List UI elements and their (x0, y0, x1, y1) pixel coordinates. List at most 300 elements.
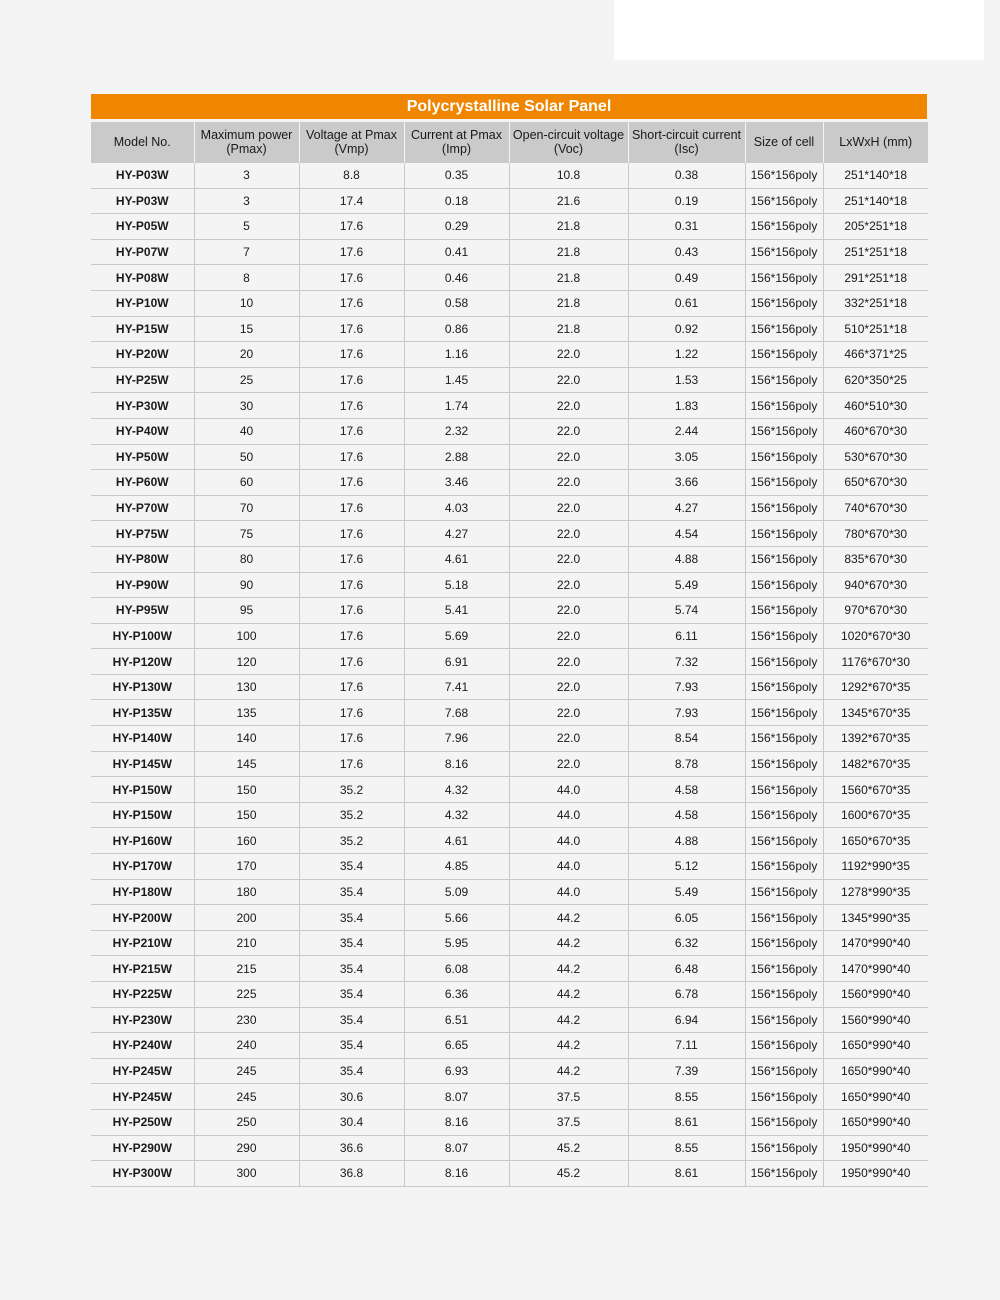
cell-maximum-power: 300 (194, 1161, 299, 1187)
cell-maximum-power: 10 (194, 290, 299, 316)
cell-dimensions: 510*251*18 (823, 316, 928, 342)
cell-maximum-power: 160 (194, 828, 299, 854)
cell-model-no: HY-P215W (91, 956, 194, 982)
cell-voltage-at-pmax: 35.4 (299, 982, 404, 1008)
cell-open-circuit-voltage: 22.0 (509, 751, 628, 777)
cell-voltage-at-pmax: 17.6 (299, 546, 404, 572)
cell-dimensions: 1345*670*35 (823, 700, 928, 726)
cell-size-of-cell: 156*156poly (745, 1135, 823, 1161)
table-row (91, 854, 928, 880)
cell-open-circuit-voltage: 44.2 (509, 1033, 628, 1059)
table-row (91, 316, 928, 342)
cell-maximum-power: 60 (194, 470, 299, 496)
cell-short-circuit-current: 1.53 (628, 367, 745, 393)
cell-dimensions: 1650*670*35 (823, 828, 928, 854)
cell-maximum-power: 50 (194, 444, 299, 470)
cell-dimensions: 291*251*18 (823, 265, 928, 291)
cell-size-of-cell: 156*156poly (745, 418, 823, 444)
cell-dimensions: 1192*990*35 (823, 854, 928, 880)
cell-dimensions: 1650*990*40 (823, 1084, 928, 1110)
cell-maximum-power: 25 (194, 367, 299, 393)
cell-current-at-pmax: 0.58 (404, 290, 509, 316)
cell-short-circuit-current: 4.58 (628, 802, 745, 828)
cell-current-at-pmax: 0.86 (404, 316, 509, 342)
cell-maximum-power: 90 (194, 572, 299, 598)
table-row (91, 982, 928, 1008)
cell-voltage-at-pmax: 17.4 (299, 188, 404, 214)
cell-current-at-pmax: 5.95 (404, 930, 509, 956)
cell-short-circuit-current: 0.49 (628, 265, 745, 291)
cell-model-no: HY-P200W (91, 905, 194, 931)
cell-current-at-pmax: 7.96 (404, 726, 509, 752)
cell-voltage-at-pmax: 17.6 (299, 214, 404, 240)
cell-short-circuit-current: 7.11 (628, 1033, 745, 1059)
cell-dimensions: 251*251*18 (823, 239, 928, 265)
cell-maximum-power: 170 (194, 854, 299, 880)
cell-maximum-power: 15 (194, 316, 299, 342)
cell-model-no: HY-P230W (91, 1007, 194, 1033)
cell-voltage-at-pmax: 30.6 (299, 1084, 404, 1110)
cell-voltage-at-pmax: 35.4 (299, 879, 404, 905)
cell-open-circuit-voltage: 45.2 (509, 1161, 628, 1187)
cell-open-circuit-voltage: 22.0 (509, 393, 628, 419)
cell-model-no: HY-P10W (91, 290, 194, 316)
cell-size-of-cell: 156*156poly (745, 905, 823, 931)
cell-open-circuit-voltage: 21.8 (509, 265, 628, 291)
cell-model-no: HY-P250W (91, 1109, 194, 1135)
cell-dimensions: 530*670*30 (823, 444, 928, 470)
cell-current-at-pmax: 7.68 (404, 700, 509, 726)
cell-maximum-power: 80 (194, 546, 299, 572)
cell-dimensions: 1650*990*40 (823, 1109, 928, 1135)
cell-dimensions: 620*350*25 (823, 367, 928, 393)
cell-open-circuit-voltage: 22.0 (509, 470, 628, 496)
cell-dimensions: 466*371*25 (823, 342, 928, 368)
cell-short-circuit-current: 0.38 (628, 163, 745, 189)
cell-open-circuit-voltage: 22.0 (509, 700, 628, 726)
table-row (91, 700, 928, 726)
table-row (91, 649, 928, 675)
cell-maximum-power: 8 (194, 265, 299, 291)
cell-model-no: HY-P120W (91, 649, 194, 675)
cell-dimensions: 780*670*30 (823, 521, 928, 547)
table-row (91, 1109, 928, 1135)
cell-voltage-at-pmax: 36.8 (299, 1161, 404, 1187)
cell-open-circuit-voltage: 22.0 (509, 342, 628, 368)
cell-size-of-cell: 156*156poly (745, 470, 823, 496)
cell-open-circuit-voltage: 44.0 (509, 828, 628, 854)
table-row (91, 1007, 928, 1033)
cell-short-circuit-current: 5.12 (628, 854, 745, 880)
cell-model-no: HY-P07W (91, 239, 194, 265)
cell-current-at-pmax: 1.16 (404, 342, 509, 368)
cell-model-no: HY-P40W (91, 418, 194, 444)
cell-dimensions: 1650*990*40 (823, 1058, 928, 1084)
cell-open-circuit-voltage: 22.0 (509, 598, 628, 624)
cell-size-of-cell: 156*156poly (745, 316, 823, 342)
cell-size-of-cell: 156*156poly (745, 674, 823, 700)
cell-model-no: HY-P90W (91, 572, 194, 598)
table-row (91, 521, 928, 547)
cell-open-circuit-voltage: 44.2 (509, 1058, 628, 1084)
cell-short-circuit-current: 0.31 (628, 214, 745, 240)
cell-open-circuit-voltage: 21.8 (509, 214, 628, 240)
cell-dimensions: 1470*990*40 (823, 930, 928, 956)
table-header-row (91, 122, 928, 163)
cell-short-circuit-current: 4.88 (628, 828, 745, 854)
cell-model-no: HY-P75W (91, 521, 194, 547)
table-row (91, 1161, 928, 1187)
cell-open-circuit-voltage: 37.5 (509, 1109, 628, 1135)
cell-short-circuit-current: 3.05 (628, 444, 745, 470)
table-row (91, 828, 928, 854)
cell-maximum-power: 100 (194, 623, 299, 649)
cell-size-of-cell: 156*156poly (745, 495, 823, 521)
cell-short-circuit-current: 2.44 (628, 418, 745, 444)
cell-model-no: HY-P100W (91, 623, 194, 649)
cell-voltage-at-pmax: 17.6 (299, 342, 404, 368)
table-row (91, 163, 928, 189)
cell-model-no: HY-P03W (91, 163, 194, 189)
cell-voltage-at-pmax: 17.6 (299, 316, 404, 342)
cell-dimensions: 1600*670*35 (823, 802, 928, 828)
cell-model-no: HY-P170W (91, 854, 194, 880)
cell-open-circuit-voltage: 22.0 (509, 546, 628, 572)
table-row (91, 751, 928, 777)
column-header-label: Open-circuit voltage (512, 128, 625, 142)
table-row (91, 1135, 928, 1161)
column-header-label: Size of cell (753, 135, 815, 149)
cell-voltage-at-pmax: 35.2 (299, 777, 404, 803)
cell-open-circuit-voltage: 21.8 (509, 290, 628, 316)
cell-model-no: HY-P60W (91, 470, 194, 496)
cell-short-circuit-current: 1.22 (628, 342, 745, 368)
cell-open-circuit-voltage: 44.2 (509, 956, 628, 982)
cell-size-of-cell: 156*156poly (745, 623, 823, 649)
cell-maximum-power: 145 (194, 751, 299, 777)
cell-maximum-power: 70 (194, 495, 299, 521)
cell-maximum-power: 210 (194, 930, 299, 956)
cell-open-circuit-voltage: 22.0 (509, 418, 628, 444)
cell-size-of-cell: 156*156poly (745, 598, 823, 624)
column-header-label: Maximum power (200, 128, 293, 142)
cell-model-no: HY-P150W (91, 802, 194, 828)
cell-open-circuit-voltage: 22.0 (509, 726, 628, 752)
cell-dimensions: 1560*670*35 (823, 777, 928, 803)
cell-current-at-pmax: 4.32 (404, 777, 509, 803)
cell-voltage-at-pmax: 35.4 (299, 930, 404, 956)
cell-voltage-at-pmax: 17.6 (299, 521, 404, 547)
cell-short-circuit-current: 7.32 (628, 649, 745, 675)
cell-model-no: HY-P20W (91, 342, 194, 368)
cell-current-at-pmax: 2.32 (404, 418, 509, 444)
table-row (91, 956, 928, 982)
table-row (91, 598, 928, 624)
cell-open-circuit-voltage: 44.2 (509, 982, 628, 1008)
table-row (91, 726, 928, 752)
column-header-current-at-pmax (404, 122, 509, 163)
table-row (91, 188, 928, 214)
cell-model-no: HY-P80W (91, 546, 194, 572)
cell-size-of-cell: 156*156poly (745, 214, 823, 240)
cell-open-circuit-voltage: 44.0 (509, 777, 628, 803)
cell-short-circuit-current: 5.49 (628, 572, 745, 598)
table-row (91, 367, 928, 393)
cell-open-circuit-voltage: 22.0 (509, 495, 628, 521)
cell-dimensions: 1560*990*40 (823, 982, 928, 1008)
cell-dimensions: 460*510*30 (823, 393, 928, 419)
cell-maximum-power: 20 (194, 342, 299, 368)
cell-current-at-pmax: 8.07 (404, 1135, 509, 1161)
cell-voltage-at-pmax: 35.4 (299, 956, 404, 982)
cell-short-circuit-current: 8.61 (628, 1109, 745, 1135)
cell-dimensions: 1176*670*30 (823, 649, 928, 675)
cell-maximum-power: 140 (194, 726, 299, 752)
cell-short-circuit-current: 8.61 (628, 1161, 745, 1187)
table-row (91, 214, 928, 240)
cell-model-no: HY-P50W (91, 444, 194, 470)
cell-voltage-at-pmax: 17.6 (299, 290, 404, 316)
cell-open-circuit-voltage: 22.0 (509, 649, 628, 675)
cell-current-at-pmax: 1.45 (404, 367, 509, 393)
cell-size-of-cell: 156*156poly (745, 572, 823, 598)
cell-size-of-cell: 156*156poly (745, 777, 823, 803)
cell-dimensions: 1020*670*30 (823, 623, 928, 649)
cell-model-no: HY-P150W (91, 777, 194, 803)
cell-size-of-cell: 156*156poly (745, 1033, 823, 1059)
cell-size-of-cell: 156*156poly (745, 265, 823, 291)
cell-current-at-pmax: 0.35 (404, 163, 509, 189)
cell-current-at-pmax: 0.46 (404, 265, 509, 291)
cell-size-of-cell: 156*156poly (745, 163, 823, 189)
cell-model-no: HY-P08W (91, 265, 194, 291)
table-row (91, 239, 928, 265)
cell-size-of-cell: 156*156poly (745, 930, 823, 956)
cell-size-of-cell: 156*156poly (745, 982, 823, 1008)
cell-size-of-cell: 156*156poly (745, 188, 823, 214)
cell-short-circuit-current: 8.55 (628, 1135, 745, 1161)
table-row (91, 470, 928, 496)
cell-voltage-at-pmax: 35.4 (299, 1033, 404, 1059)
cell-current-at-pmax: 8.16 (404, 1161, 509, 1187)
cell-short-circuit-current: 6.48 (628, 956, 745, 982)
cell-voltage-at-pmax: 17.6 (299, 393, 404, 419)
column-header-label: LxWxH (mm) (839, 135, 913, 149)
cell-dimensions: 970*670*30 (823, 598, 928, 624)
cell-model-no: HY-P25W (91, 367, 194, 393)
cell-voltage-at-pmax: 8.8 (299, 163, 404, 189)
cell-dimensions: 251*140*18 (823, 163, 928, 189)
cell-current-at-pmax: 3.46 (404, 470, 509, 496)
cell-size-of-cell: 156*156poly (745, 879, 823, 905)
spec-table (91, 122, 928, 1187)
cell-short-circuit-current: 4.88 (628, 546, 745, 572)
column-header-dimensions (823, 122, 928, 163)
cell-voltage-at-pmax: 17.6 (299, 674, 404, 700)
cell-dimensions: 1950*990*40 (823, 1161, 928, 1187)
cell-short-circuit-current: 8.78 (628, 751, 745, 777)
cell-model-no: HY-P160W (91, 828, 194, 854)
cell-current-at-pmax: 1.74 (404, 393, 509, 419)
cell-maximum-power: 40 (194, 418, 299, 444)
cell-size-of-cell: 156*156poly (745, 239, 823, 265)
table-row (91, 265, 928, 291)
cell-voltage-at-pmax: 30.4 (299, 1109, 404, 1135)
cell-size-of-cell: 156*156poly (745, 956, 823, 982)
cell-dimensions: 740*670*30 (823, 495, 928, 521)
cell-model-no: HY-P240W (91, 1033, 194, 1059)
cell-model-no: HY-P245W (91, 1058, 194, 1084)
cell-maximum-power: 3 (194, 188, 299, 214)
column-header-unit: (Imp) (441, 142, 472, 156)
cell-model-no: HY-P135W (91, 700, 194, 726)
cell-open-circuit-voltage: 22.0 (509, 572, 628, 598)
cell-current-at-pmax: 6.08 (404, 956, 509, 982)
cell-size-of-cell: 156*156poly (745, 751, 823, 777)
cell-short-circuit-current: 6.32 (628, 930, 745, 956)
cell-voltage-at-pmax: 17.6 (299, 495, 404, 521)
cell-dimensions: 251*140*18 (823, 188, 928, 214)
cell-current-at-pmax: 0.29 (404, 214, 509, 240)
table-row (91, 623, 928, 649)
cell-short-circuit-current: 6.94 (628, 1007, 745, 1033)
cell-short-circuit-current: 6.11 (628, 623, 745, 649)
cell-open-circuit-voltage: 45.2 (509, 1135, 628, 1161)
cell-open-circuit-voltage: 22.0 (509, 367, 628, 393)
column-header-short-circuit-current (628, 122, 745, 163)
cell-maximum-power: 30 (194, 393, 299, 419)
cell-current-at-pmax: 8.16 (404, 751, 509, 777)
column-header-unit: (Isc) (674, 142, 699, 156)
cell-model-no: HY-P15W (91, 316, 194, 342)
cell-short-circuit-current: 4.54 (628, 521, 745, 547)
cell-voltage-at-pmax: 35.4 (299, 854, 404, 880)
cell-maximum-power: 120 (194, 649, 299, 675)
cell-current-at-pmax: 4.61 (404, 828, 509, 854)
cell-voltage-at-pmax: 17.6 (299, 572, 404, 598)
cell-size-of-cell: 156*156poly (745, 444, 823, 470)
cell-dimensions: 1470*990*40 (823, 956, 928, 982)
column-header-size-of-cell (745, 122, 823, 163)
cell-dimensions: 650*670*30 (823, 470, 928, 496)
cell-current-at-pmax: 4.03 (404, 495, 509, 521)
cell-maximum-power: 130 (194, 674, 299, 700)
cell-short-circuit-current: 7.93 (628, 700, 745, 726)
cell-open-circuit-voltage: 22.0 (509, 674, 628, 700)
cell-dimensions: 205*251*18 (823, 214, 928, 240)
cell-maximum-power: 5 (194, 214, 299, 240)
cell-size-of-cell: 156*156poly (745, 393, 823, 419)
table-row (91, 342, 928, 368)
cell-current-at-pmax: 4.32 (404, 802, 509, 828)
cell-dimensions: 1482*670*35 (823, 751, 928, 777)
cell-short-circuit-current: 8.54 (628, 726, 745, 752)
cell-model-no: HY-P95W (91, 598, 194, 624)
cell-short-circuit-current: 0.43 (628, 239, 745, 265)
cell-model-no: HY-P140W (91, 726, 194, 752)
cell-model-no: HY-P30W (91, 393, 194, 419)
cell-voltage-at-pmax: 17.6 (299, 367, 404, 393)
table-row (91, 1033, 928, 1059)
cell-size-of-cell: 156*156poly (745, 1058, 823, 1084)
cell-voltage-at-pmax: 35.2 (299, 828, 404, 854)
cell-current-at-pmax: 5.18 (404, 572, 509, 598)
cell-open-circuit-voltage: 21.8 (509, 316, 628, 342)
cell-voltage-at-pmax: 17.6 (299, 649, 404, 675)
cell-current-at-pmax: 0.41 (404, 239, 509, 265)
cell-model-no: HY-P210W (91, 930, 194, 956)
cell-open-circuit-voltage: 44.0 (509, 802, 628, 828)
cell-open-circuit-voltage: 44.2 (509, 905, 628, 931)
cell-voltage-at-pmax: 35.2 (299, 802, 404, 828)
cell-maximum-power: 250 (194, 1109, 299, 1135)
cell-maximum-power: 150 (194, 777, 299, 803)
table-row (91, 444, 928, 470)
cell-short-circuit-current: 4.58 (628, 777, 745, 803)
cell-short-circuit-current: 7.93 (628, 674, 745, 700)
cell-voltage-at-pmax: 35.4 (299, 1058, 404, 1084)
cell-current-at-pmax: 5.41 (404, 598, 509, 624)
cell-short-circuit-current: 0.19 (628, 188, 745, 214)
table-row (91, 674, 928, 700)
cell-current-at-pmax: 2.88 (404, 444, 509, 470)
cell-open-circuit-voltage: 44.0 (509, 879, 628, 905)
cell-open-circuit-voltage: 37.5 (509, 1084, 628, 1110)
table-row (91, 1084, 928, 1110)
cell-size-of-cell: 156*156poly (745, 1109, 823, 1135)
cell-short-circuit-current: 1.83 (628, 393, 745, 419)
cell-maximum-power: 245 (194, 1084, 299, 1110)
cell-short-circuit-current: 7.39 (628, 1058, 745, 1084)
cell-voltage-at-pmax: 17.6 (299, 598, 404, 624)
table-row (91, 495, 928, 521)
cell-size-of-cell: 156*156poly (745, 1084, 823, 1110)
cell-model-no: HY-P05W (91, 214, 194, 240)
cell-maximum-power: 150 (194, 802, 299, 828)
cell-voltage-at-pmax: 17.6 (299, 265, 404, 291)
cell-dimensions: 1345*990*35 (823, 905, 928, 931)
cell-size-of-cell: 156*156poly (745, 342, 823, 368)
table-row (91, 393, 928, 419)
cell-voltage-at-pmax: 35.4 (299, 905, 404, 931)
column-header-open-circuit-voltage (509, 122, 628, 163)
cell-dimensions: 1560*990*40 (823, 1007, 928, 1033)
column-header-label: Current at Pmax (410, 128, 502, 142)
column-header-label: Voltage at Pmax (305, 128, 398, 142)
table-row (91, 879, 928, 905)
cell-current-at-pmax: 4.61 (404, 546, 509, 572)
cell-model-no: HY-P290W (91, 1135, 194, 1161)
cell-voltage-at-pmax: 17.6 (299, 444, 404, 470)
cell-open-circuit-voltage: 21.6 (509, 188, 628, 214)
cell-current-at-pmax: 6.51 (404, 1007, 509, 1033)
cell-open-circuit-voltage: 44.2 (509, 1007, 628, 1033)
cell-maximum-power: 230 (194, 1007, 299, 1033)
cell-short-circuit-current: 5.49 (628, 879, 745, 905)
cell-maximum-power: 290 (194, 1135, 299, 1161)
cell-maximum-power: 225 (194, 982, 299, 1008)
cell-short-circuit-current: 0.61 (628, 290, 745, 316)
cell-open-circuit-voltage: 44.2 (509, 930, 628, 956)
cell-model-no: HY-P180W (91, 879, 194, 905)
table-row (91, 930, 928, 956)
cell-short-circuit-current: 0.92 (628, 316, 745, 342)
cell-dimensions: 1392*670*35 (823, 726, 928, 752)
cell-size-of-cell: 156*156poly (745, 802, 823, 828)
cell-size-of-cell: 156*156poly (745, 828, 823, 854)
cell-current-at-pmax: 6.36 (404, 982, 509, 1008)
cell-voltage-at-pmax: 17.6 (299, 751, 404, 777)
